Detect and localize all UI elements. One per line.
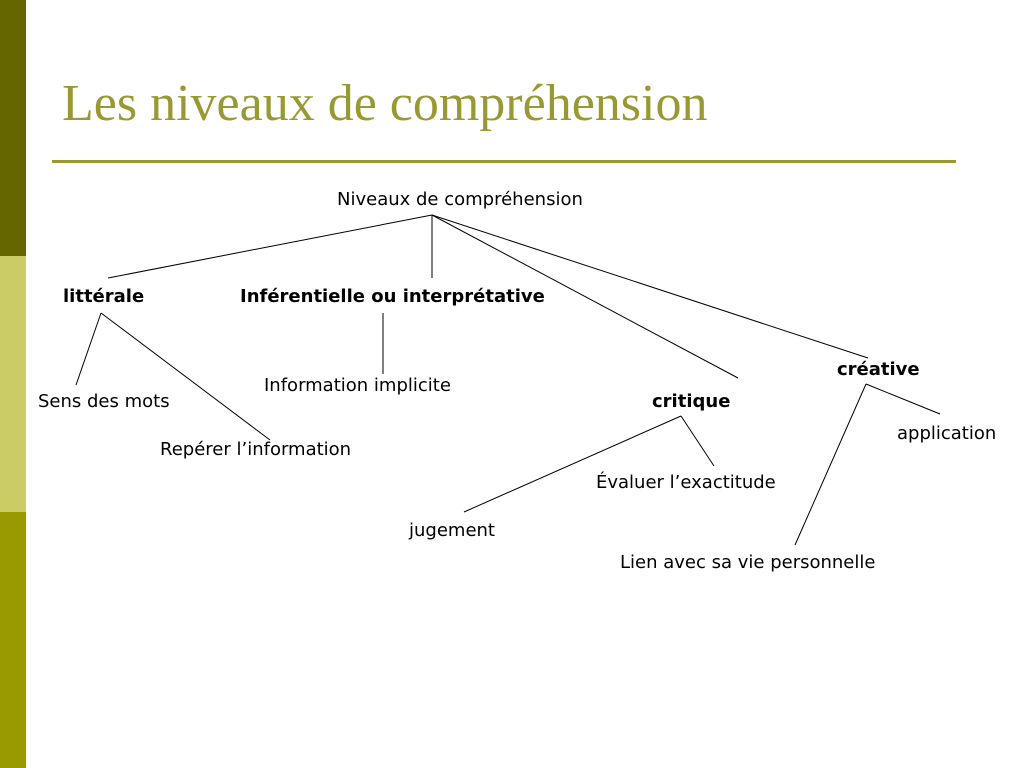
- edge-litterale-sens: [76, 313, 101, 385]
- leaf-lien-vie-personnelle: Lien avec sa vie personnelle: [620, 552, 876, 573]
- leaf-information-implicite: Information implicite: [264, 375, 451, 396]
- edge-creative-application: [866, 384, 940, 414]
- level-litterale: littérale: [63, 286, 145, 307]
- leaf-reperer-information: Repérer l’information: [160, 439, 352, 460]
- leaf-jugement: jugement: [409, 520, 495, 541]
- level-critique: critique: [652, 391, 731, 412]
- edge-critique-jugement: [464, 416, 681, 512]
- edge-critique-evaluer: [681, 416, 714, 466]
- edge-litterale-reperer: [101, 313, 270, 440]
- leaf-sens-des-mots: Sens des mots: [38, 391, 170, 412]
- slide-title: Les niveaux de compréhension: [62, 75, 708, 132]
- level-inferentielle: Inférentielle ou interprétative: [240, 286, 545, 307]
- edge-creative-lien: [795, 384, 866, 545]
- leaf-evaluer-exactitude: Évaluer l’exactitude: [596, 472, 776, 493]
- level-creative: créative: [837, 359, 920, 380]
- edge-root-litterale: [108, 215, 432, 278]
- root-node: Niveaux de compréhension: [337, 189, 583, 210]
- leaf-application: application: [897, 423, 997, 444]
